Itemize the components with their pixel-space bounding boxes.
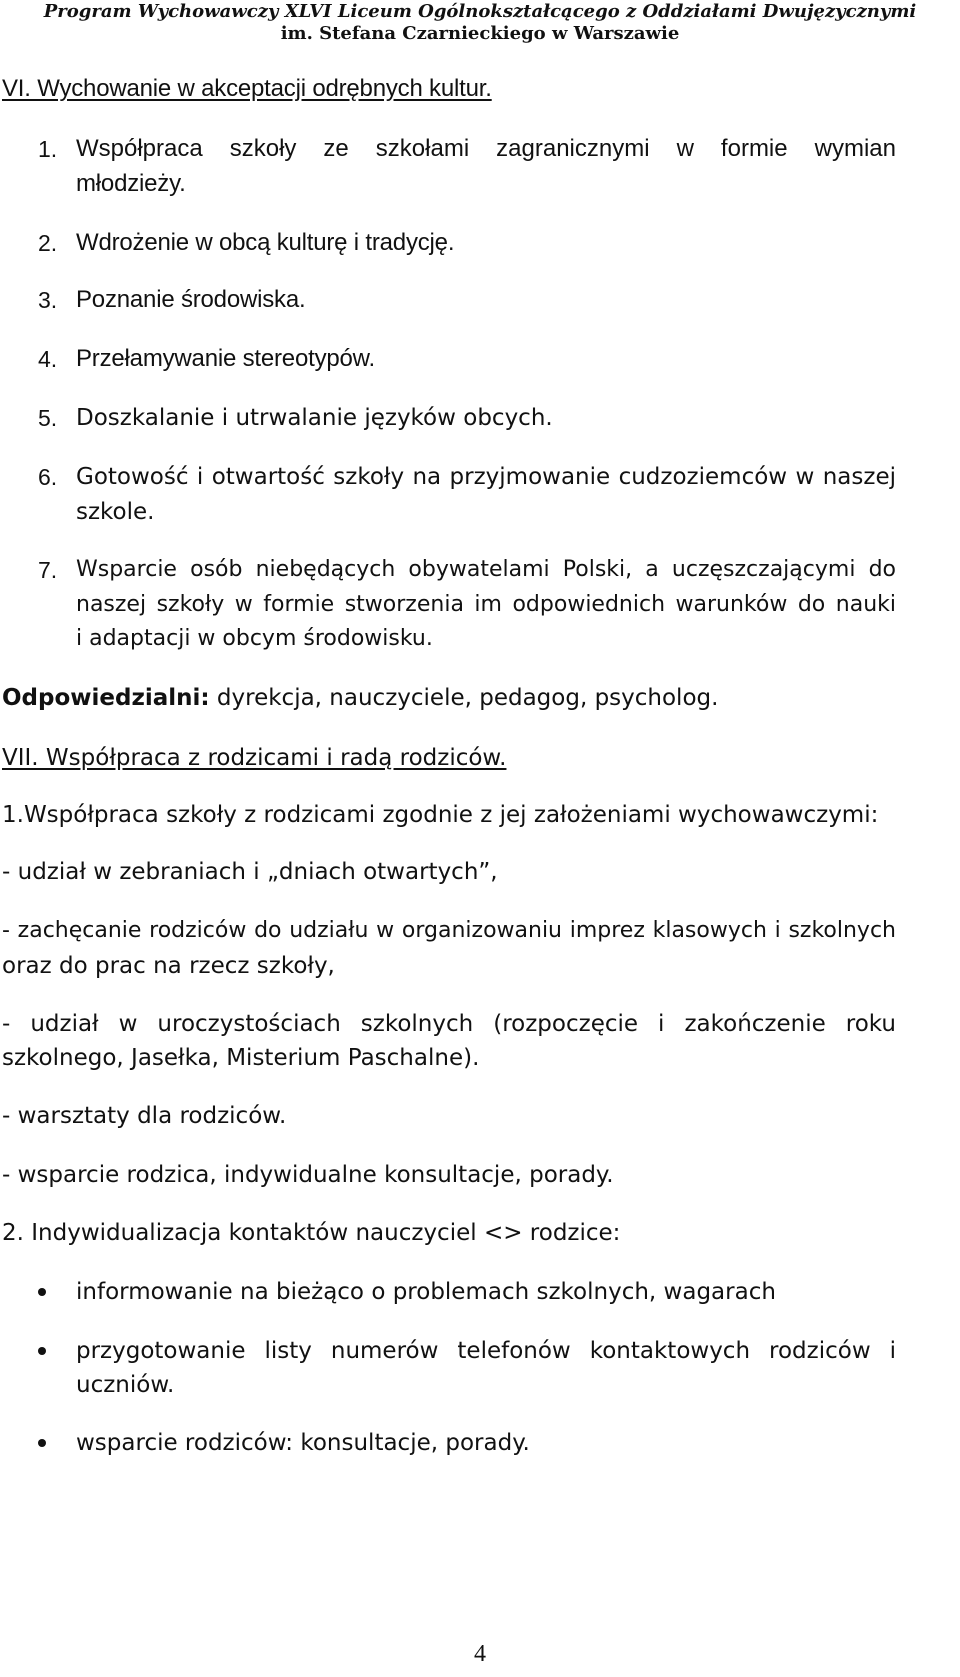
bullet-icon bbox=[38, 1439, 46, 1447]
bullet-icon bbox=[38, 1288, 46, 1296]
list-item-line: naszej szkoły w formie stworzenia im odpowiednich warunków do nauki bbox=[76, 592, 896, 617]
responsible-text: dyrekcja, nauczyciele, pedagog, psycholog. bbox=[216, 685, 719, 711]
paragraph: 1.Współpraca szkoły z rodzicami zgodnie z jej założeniami wychowawczymi: bbox=[2, 802, 879, 828]
header-line-2: im. Stefana Czarnieckiego w Warszawie bbox=[280, 23, 680, 44]
header-line-1: Program Wychowawczy XLVI Liceum Ogólnokształcącego z Oddziałami Dwujęzycznymi bbox=[43, 1, 917, 22]
list-item-line: Doszkalanie i utrwalanie języków obcych. bbox=[76, 405, 553, 431]
bullet-item-line: informowanie na bieżąco o problemach szkolnych, wagarach bbox=[76, 1279, 776, 1305]
responsible-line bbox=[2, 683, 718, 713]
paragraph-line: - udział w uroczystościach szkolnych (rozpoczęcie i zakończenie roku bbox=[2, 1011, 896, 1037]
paragraph-line: - zachęcanie rodziców do udziału w organizowaniu imprez klasowych i szkolnych bbox=[2, 918, 896, 943]
paragraph-line: szkolnego, Jasełka, Misterium Paschalne). bbox=[2, 1045, 480, 1071]
list-item-line: Przełamywanie stereotypów. bbox=[76, 345, 375, 372]
list-item-line: i adaptacji w obcym środowisku. bbox=[76, 626, 433, 651]
page-number: 4 bbox=[474, 1641, 486, 1667]
list-item-line: młodzieży. bbox=[76, 170, 186, 197]
paragraph: 2. Indywidualizacja kontaktów nauczyciel <> rodzice: bbox=[2, 1220, 621, 1246]
list-item-number: 7. bbox=[38, 557, 58, 583]
list-item-line: Gotowość i otwartość szkoły na przyjmowanie cudzoziemców w naszej bbox=[76, 464, 896, 490]
list-item-number: 6. bbox=[38, 464, 58, 490]
list-item-line: Poznanie środowiska. bbox=[76, 286, 306, 313]
paragraph: - udział w zebraniach i „dniach otwartych”, bbox=[2, 859, 498, 885]
section-6-title: VI. Wychowanie w akceptacji odrębnych kultur. bbox=[2, 75, 492, 102]
list-item-line: Współpraca szkoły ze szkołami zagranicznymi w formie wymian bbox=[76, 135, 896, 162]
list-item-number: 2. bbox=[38, 230, 58, 256]
section-7-title: VII. Współpraca z rodzicami i radą rodziców. bbox=[2, 745, 507, 771]
paragraph-line: oraz do prac na rzecz szkoły, bbox=[2, 953, 335, 979]
bullet-item-line: uczniów. bbox=[76, 1372, 175, 1398]
bullet-icon bbox=[38, 1347, 46, 1355]
list-item-line: Wdrożenie w obcą kulturę i tradycję. bbox=[76, 229, 455, 256]
list-item-number: 1. bbox=[38, 136, 58, 162]
list-item-line: Wsparcie osób niebędących obywatelami Polski, a uczęszczającymi do bbox=[76, 557, 896, 582]
list-item-number: 5. bbox=[38, 405, 58, 431]
list-item-number: 3. bbox=[38, 287, 58, 313]
paragraph: - wsparcie rodzica, indywidualne konsultacje, porady. bbox=[2, 1162, 614, 1188]
bullet-item-line: przygotowanie listy numerów telefonów kontaktowych rodziców i bbox=[76, 1338, 896, 1364]
responsible-label: Odpowiedzialni: bbox=[2, 685, 210, 711]
list-item-number: 4. bbox=[38, 346, 58, 372]
paragraph: - warsztaty dla rodziców. bbox=[2, 1103, 287, 1129]
bullet-item-line: wsparcie rodziców: konsultacje, porady. bbox=[76, 1430, 530, 1456]
list-item-line: szkole. bbox=[76, 499, 155, 525]
